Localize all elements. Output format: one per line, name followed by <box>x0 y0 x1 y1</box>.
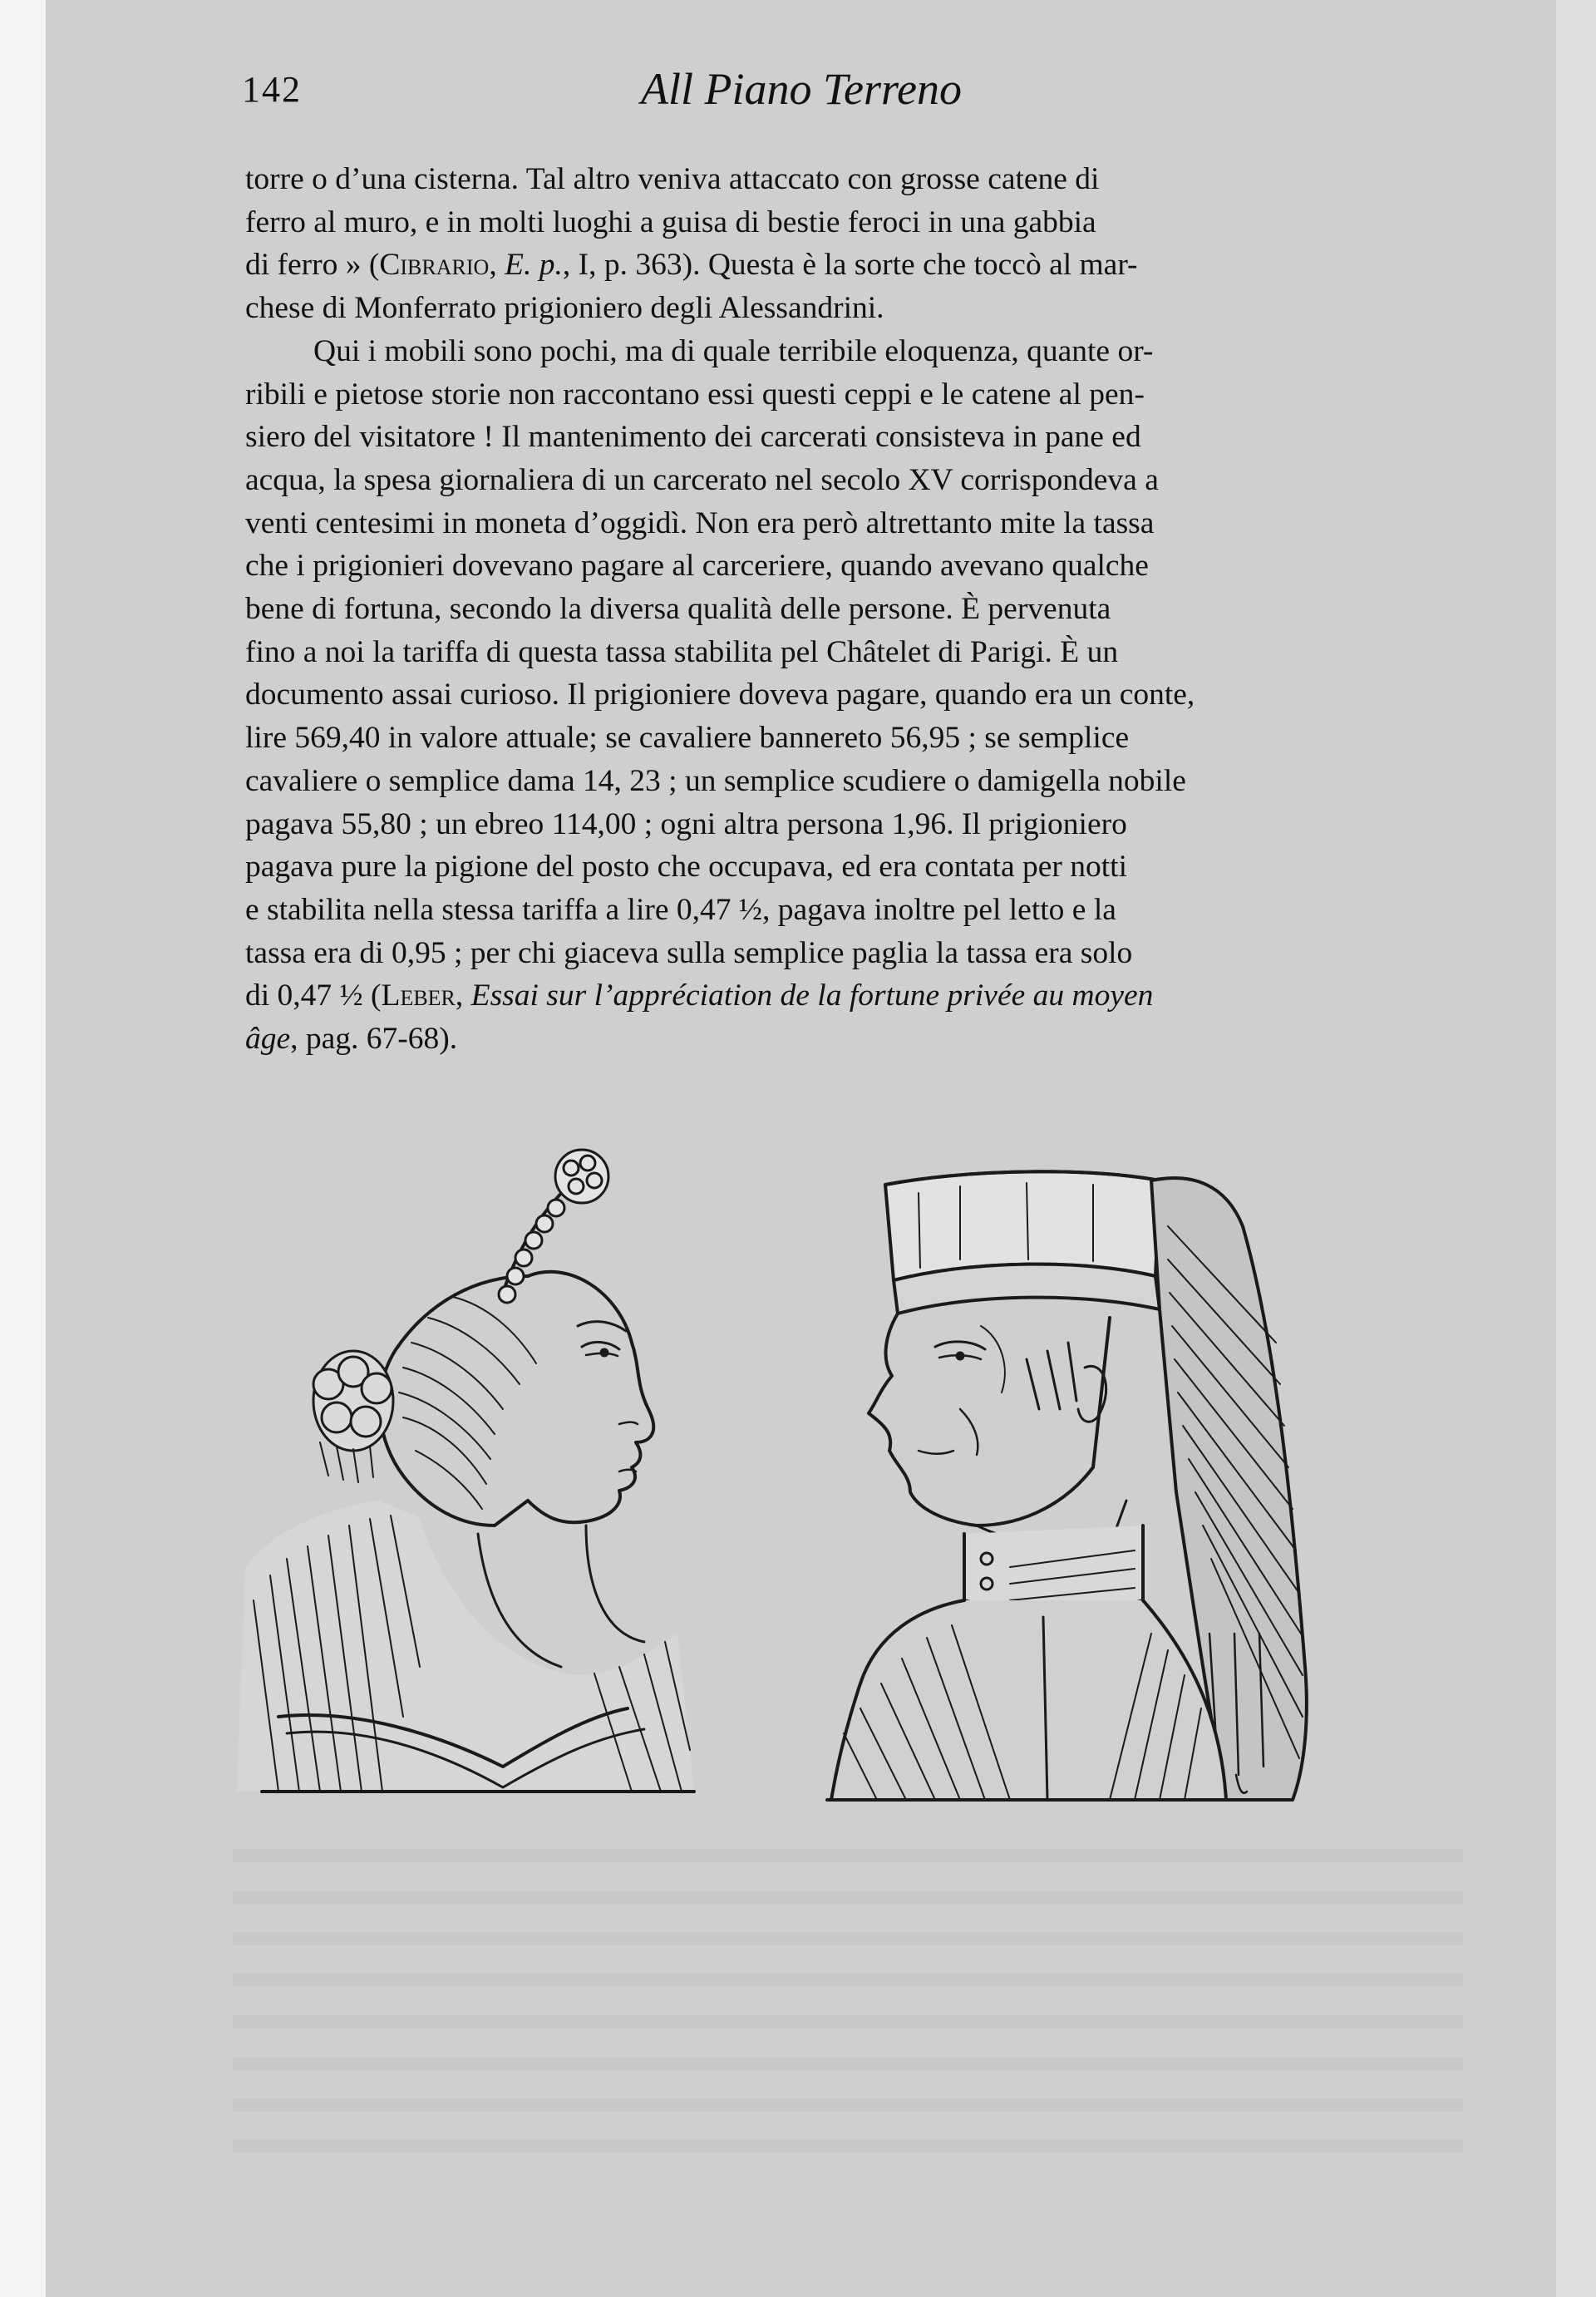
text-line-13: documento assai curioso. Il prigioniere doveva pagare, quando era un conte, <box>245 678 1195 712</box>
text-line <box>245 459 1456 502</box>
text-line <box>245 373 1456 417</box>
text-line-9: venti centesimi in moneta d’oggidì. Non era però altrettanto mite la tassa <box>245 505 1155 540</box>
book-title-end: âge <box>245 1022 291 1057</box>
text-line <box>245 889 1456 932</box>
text-line-14: lire 569,40 in valore attuale; se cavaliere bannereto 56,95 ; se semplice <box>245 721 1130 756</box>
text-line-18: e stabilita nella stessa tariffa a lire 0,47 ½, pagava inoltre pel letto e la <box>245 892 1116 927</box>
text-line-8: acqua, la spesa giornaliera di un carcerato nel secolo XV corrispondeva a <box>245 462 1159 497</box>
text-line-12: fino a noi la tariffa di questa tassa stabilita pel Châtelet di Parigi. È un <box>245 634 1119 669</box>
text-line-11: bene di fortuna, secondo la diversa qualità delle persone. È pervenuta <box>245 592 1111 627</box>
text-line <box>245 244 1456 287</box>
text-line-10: che i prigionieri dovevano pagare al carceriere, quando avevano qualche <box>245 549 1149 584</box>
author-name-leber: Leber <box>381 978 456 1013</box>
running-title: All Piano Terreno <box>641 64 963 114</box>
text-line <box>245 760 1456 803</box>
text-line <box>245 416 1456 459</box>
text-line <box>245 287 1456 330</box>
text-line <box>245 932 1456 975</box>
text-line <box>245 502 1456 545</box>
text-line-4: chese di Monferrato prigioniero degli Alessandrini. <box>245 291 884 326</box>
text-line-15: cavaliere o semplice dama 14, 23 ; un semplice scudiere o damigella nobile <box>245 763 1186 798</box>
text-fragment: , I, p. 363). Questa è la sorte che toccò al mar- <box>562 248 1138 283</box>
page-header <box>242 64 1431 118</box>
text-line <box>245 845 1456 889</box>
text-fragment: , <box>455 978 471 1013</box>
text-line <box>245 803 1456 846</box>
text-fragment: di ferro » ( <box>245 248 380 283</box>
body-text <box>245 158 1456 1061</box>
text-line <box>245 201 1456 244</box>
man-portrait-icon <box>827 1171 1307 1800</box>
page-number: 142 <box>242 69 302 110</box>
text-line <box>245 545 1456 588</box>
text-line-6: ribili e pietose storie non raccontano essi questi ceppi e le catene al pen- <box>245 377 1145 412</box>
scan-border-left <box>0 0 46 2297</box>
text-line <box>245 588 1456 631</box>
scan-border-right <box>1556 0 1596 2297</box>
text-line <box>245 717 1456 760</box>
reverse-side-bleed-through <box>233 1821 1463 2170</box>
text-line-1: torre o d’una cisterna. Tal altro veniva attaccato con grosse catene di <box>245 162 1100 196</box>
text-line-2: ferro al muro, e in molti luoghi a guisa di bestie feroci in una gabbia <box>245 205 1096 239</box>
woman-portrait-icon <box>237 1150 694 1792</box>
text-line-19: tassa era di 0,95 ; per chi giaceva sulla semplice paglia la tassa era solo <box>245 935 1133 970</box>
text-line <box>245 631 1456 674</box>
text-line-16: pagava 55,80 ; un ebreo 114,00 ; ogni altra persona 1,96. Il prigioniero <box>245 806 1127 841</box>
book-title: Essai sur l’appréciation de la fortune privée au moyen <box>470 978 1154 1013</box>
text-line <box>245 974 1456 1018</box>
text-line-17: pagava pure la pigione del posto che occupava, ed era contata per notti <box>245 850 1128 885</box>
text-line <box>245 673 1456 717</box>
author-name-cibrario: Cibrario <box>379 248 490 283</box>
text-line-5: Qui i mobili sono pochi, ma di quale terribile eloquenza, quante or- <box>313 333 1154 368</box>
text-line <box>245 1018 1456 1061</box>
text-line-7: siero del visitatore ! Il mantenimento dei carcerati consisteva in pane ed <box>245 420 1141 455</box>
text-fragment: , <box>489 248 505 283</box>
text-line <box>245 330 1456 373</box>
text-fragment: di 0,47 ½ ( <box>245 978 382 1013</box>
portrait-engraving-icon <box>229 1135 1451 1850</box>
text-line <box>245 158 1456 201</box>
text-fragment: , pag. 67-68). <box>290 1022 458 1057</box>
citation-abbreviation: E. p. <box>505 248 563 283</box>
